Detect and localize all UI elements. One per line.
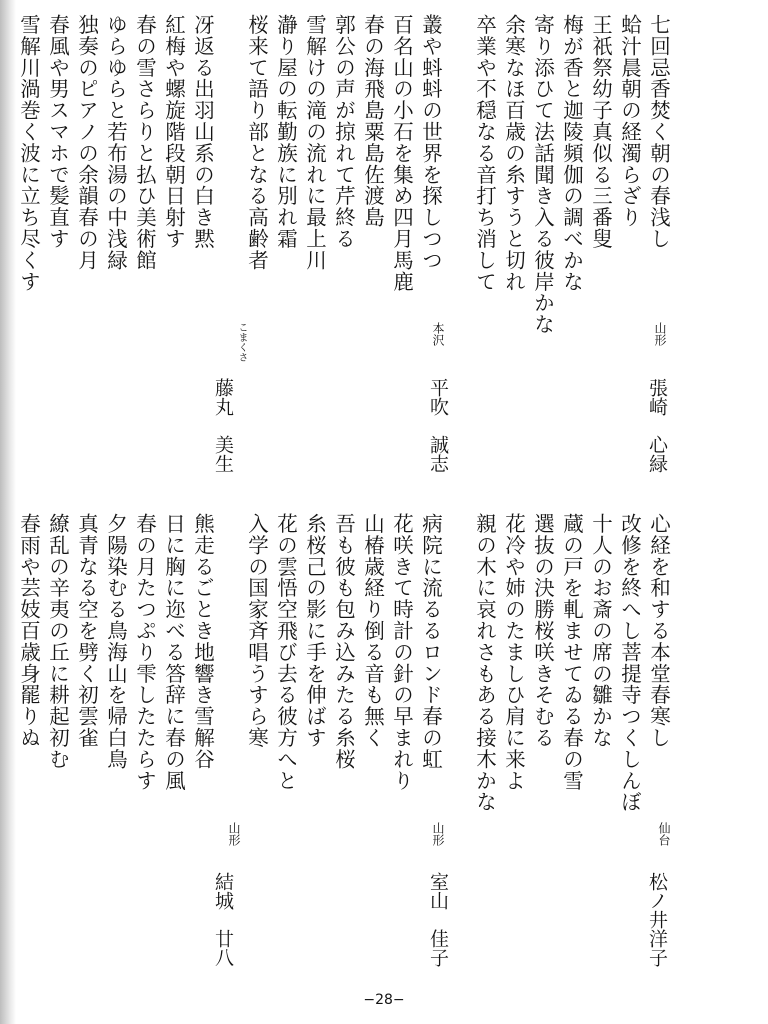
haiku-line: 春の月たつぷり雫したたらす [132,513,157,792]
haiku-line: 独奏のピアノの余韻春の月 [74,14,99,271]
author-name: 結城 廿八 [212,872,234,967]
haiku-line: 冴返る出羽山系の白き黙 [190,14,215,250]
haiku-line: 入学の国家斉唱うすら寒 [244,513,269,749]
haiku-line: 雪解けの滝の流れに最上川 [302,14,327,271]
haiku-line: 山椿歳経り倒る音も無く [360,513,385,749]
haiku-line: 病院に流るるロンド春の虹 [418,513,443,770]
haiku-line: 郭公の声が掠れて芹終る [331,14,356,250]
haiku-line: 花咲きて時計の針の早まれり [389,513,414,792]
author-prefecture: 山形 [653,322,667,346]
author-name: 室山 佳子 [427,872,449,967]
haiku-line: 親の木に哀れさもある接木かな [472,513,497,813]
author-name: 平吹 誠志 [427,378,449,473]
page-number: −28− [363,992,405,1008]
haiku-line: 春の雪さらりと払ひ美術館 [132,14,157,271]
haiku-line: 夕陽染むる鳥海山を帰白鳥 [103,513,128,770]
haiku-line: 改修を終へし菩提寺つくしんぼ [617,513,642,813]
haiku-line: 選抜の決勝桜咲きそむる [530,513,555,749]
haiku-line: 紅梅や螺旋階段朝日射す [161,14,186,250]
haiku-line: 蔵の戸を軋ませてゐる春の雪 [559,513,584,792]
haiku-line: 繚乱の辛夷の丘に耕起初む [45,513,70,770]
author-prefecture: 山形 [227,822,241,846]
author-ruby: こまくさ [236,322,247,362]
haiku-line: 卒業や不穏なる音打ち消して [472,14,497,293]
haiku-line: 蛤汁晨朝の経濁らざり [617,14,642,228]
author-name: 松ノ井洋子 [646,872,668,967]
haiku-line: 七回忌香焚く朝の春浅し [646,14,671,250]
haiku-line: 瀞り屋の転勤族に別れ霜 [273,14,298,250]
haiku-line: 雪解川渦巻く波に立ち尽くす [16,14,41,293]
haiku-line: 日に胸に迩べる答辞に春の風 [161,513,186,792]
haiku-line: 寄り添ひて法話聞き入る彼岸かな [530,14,555,335]
haiku-line: 糸桜己の影に手を伸ばす [302,513,327,749]
haiku-line: 十人のお斎の席の雛かな [588,513,613,749]
author-prefecture: 山形 [431,822,445,846]
haiku-line: 熊走るごとき地響き雪解谷 [190,513,215,770]
haiku-line: ゆらゆらと若布湯の中浅緑 [103,14,128,271]
haiku-line: 春雨や芸妓百歳身罷りぬ [16,513,41,749]
haiku-line: 花の雲悟空飛び去る彼方へと [273,513,298,792]
haiku-line: 梅が香と迦陵頻伽の調べかな [559,14,584,293]
haiku-line: 春の海飛島粟島佐渡島 [360,14,385,228]
haiku-line: 吾も彼も包み込みたる糸桜 [331,513,356,770]
haiku-line: 余寒なほ百歳の糸すうと切れ [501,14,526,293]
haiku-line: 叢や蚪蚪の世界を探しつつ [418,14,443,271]
binding-gutter-shadow [0,0,16,1024]
author-prefecture: 本沢 [431,322,445,346]
haiku-line: 桜来て語り部となる高齢者 [244,14,269,271]
author-name: 張崎 心緑 [646,378,668,473]
haiku-line: 真青なる空を劈く初雲雀 [74,513,99,749]
haiku-line: 心経を和する本堂春寒し [646,513,671,749]
author-name: 藤丸 美生 [212,378,234,473]
author-prefecture: 仙台 [657,822,671,846]
haiku-line: 春風や男スマホで髪直す [45,14,70,250]
haiku-line: 王祇祭幼子真似る三番叟 [588,14,613,250]
haiku-line: 百名山の小石を集め四月馬鹿 [389,14,414,293]
haiku-line: 花冷や姉のたましひ肩に来よ [501,513,526,792]
